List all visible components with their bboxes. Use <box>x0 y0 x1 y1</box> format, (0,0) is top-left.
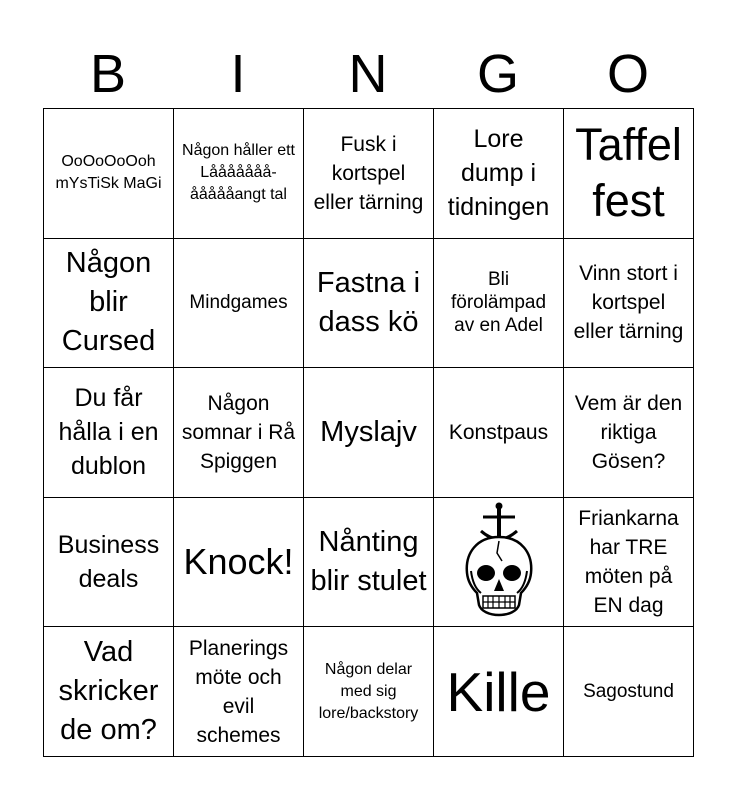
cell-text: Mindgames <box>189 292 288 314</box>
cell-text: Bli förolämpad av en Adel <box>450 269 547 337</box>
bingo-cell[interactable] <box>174 368 304 498</box>
cell-text: Knock! <box>183 541 294 583</box>
cell-text: Vad skricker de om? <box>58 636 159 747</box>
cell-text: Någon håller ett Lååååååå-åååååangt tal <box>182 142 295 204</box>
free-space-cell[interactable] <box>434 498 564 628</box>
bingo-cell[interactable] <box>174 109 304 239</box>
bingo-cell[interactable] <box>564 239 694 369</box>
cell-text: Konstpaus <box>448 420 549 444</box>
bingo-cell[interactable] <box>44 627 174 757</box>
cell-text: Lore dump i tidningen <box>447 125 550 222</box>
bingo-header <box>43 40 693 108</box>
header-letter-g: G <box>476 44 519 104</box>
bingo-cell[interactable] <box>564 368 694 498</box>
cell-text: OoOoOoOoh mYsTiSk MaGi <box>55 153 162 193</box>
cell-text: Myslajv <box>320 415 417 448</box>
cell-text: Planerings möte och evil schemes <box>188 636 289 747</box>
bingo-cell[interactable] <box>304 109 434 239</box>
bingo-cell[interactable] <box>304 239 434 369</box>
cell-text: Business deals <box>57 531 160 594</box>
bingo-grid <box>43 108 694 757</box>
bingo-cell[interactable] <box>304 368 434 498</box>
cell-text: Fastna i dass kö <box>316 266 421 338</box>
cell-text: Friankarna har TRE möten på EN dag <box>578 507 679 618</box>
cell-text: Taffel fest <box>575 119 682 227</box>
bingo-cell[interactable] <box>44 368 174 498</box>
cell-text: Nånting blir stulet <box>310 526 427 598</box>
header-letter-o: O <box>606 44 649 104</box>
cell-text: Fusk i kortspel eller tärning <box>313 132 424 214</box>
cell-text: Sagostund <box>583 681 674 703</box>
cell-text: Någon somnar i Rå Spiggen <box>181 391 296 473</box>
bingo-cell[interactable] <box>564 498 694 628</box>
bingo-cell[interactable] <box>434 368 564 498</box>
bingo-cell[interactable] <box>304 498 434 628</box>
bingo-cell[interactable] <box>564 109 694 239</box>
bingo-cell[interactable] <box>44 109 174 239</box>
cell-text: Vinn stort i kortspel eller tärning <box>573 262 684 344</box>
cell-text: Någon delar med sig lore/backstory <box>318 660 419 722</box>
bingo-cell[interactable] <box>564 627 694 757</box>
bingo-cell[interactable] <box>434 109 564 239</box>
bingo-cell[interactable] <box>434 239 564 369</box>
bingo-cell[interactable] <box>174 627 304 757</box>
cell-text: Vem är den riktiga Gösen? <box>574 391 683 473</box>
bingo-cell[interactable] <box>304 627 434 757</box>
cell-text: Någon blir Cursed <box>61 247 156 358</box>
cell-text: Kille <box>446 660 551 723</box>
skull-icon <box>459 501 539 624</box>
bingo-cell[interactable] <box>174 239 304 369</box>
bingo-cell[interactable] <box>174 498 304 628</box>
header-letter-n: N <box>348 44 388 104</box>
bingo-cell[interactable] <box>434 627 564 757</box>
header-letter-i: I <box>230 44 246 104</box>
bingo-cell[interactable] <box>44 498 174 628</box>
cell-text: Du får hålla i en dublon <box>58 384 159 481</box>
bingo-cell[interactable] <box>44 239 174 369</box>
header-letter-b: B <box>89 44 127 104</box>
